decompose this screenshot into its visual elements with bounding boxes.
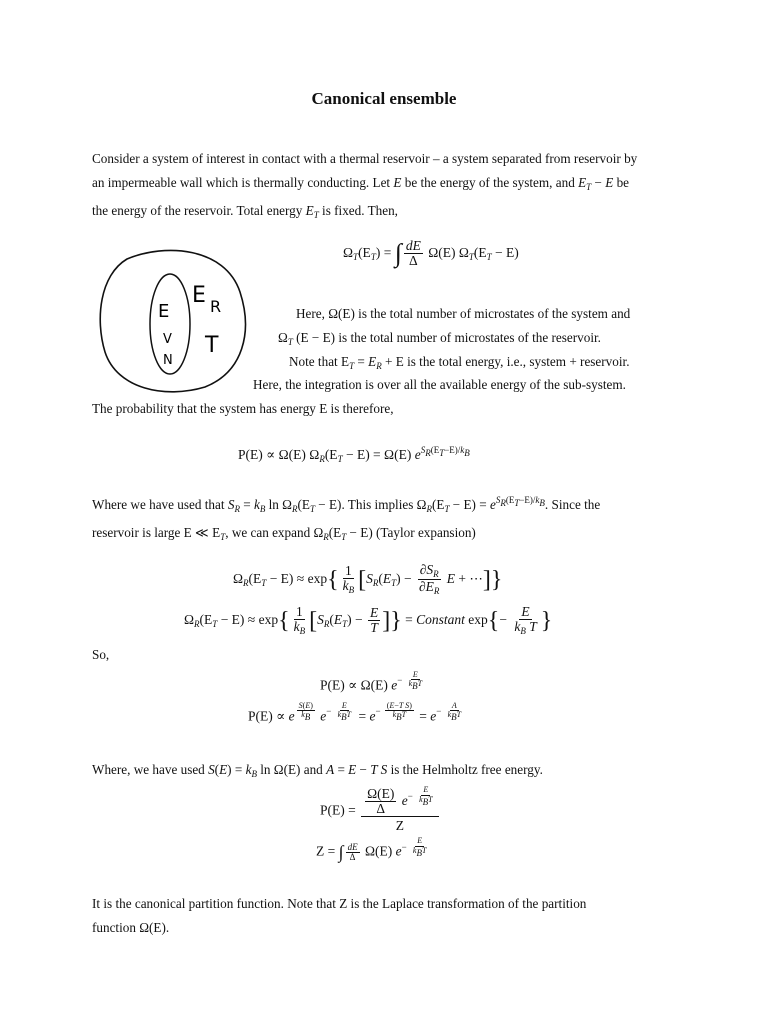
entropy-line-2: reservoir is large E ≪ $E_T$, we can expand $\Omega_R(E_T - E)$ (Taylor expansion) [92, 525, 476, 542]
sketch-label-e-inner: E [158, 301, 170, 322]
equation-omega-total: $\Omega_T(E_T)$ = ∫ $\frac{dE}{\Delta}$ Ω(E) $\Omega_T(E_T - E)$ [343, 238, 519, 269]
intro-line-1: Consider a system of interest in contact with a thermal reservoir – a system separated from reservoir by [92, 151, 638, 166]
probability-statement: The probability that the system has energy E is therefore, [92, 401, 394, 416]
note-total-energy: Note that $E_T = E_R + E$ is the total energy, i.e., system + reservoir. [289, 354, 630, 371]
equation-partition-function: Z = ∫ $\frac{dE}{\Delta}$ Ω(E) $e^{- \frac{E}{k_BT}}$ [316, 836, 427, 862]
closing-line-1: It is the canonical partition function. Note that Z is the Laplace transformation of the partition [92, 896, 587, 911]
closing-line-2: function Ω(E). [92, 920, 170, 935]
equation-helmholtz-form: P(E) ∝ e $^{\frac{S(E)}{k_B}}$ $e^{- \frac{E}{k_BT}}$ = $e^{- \frac{\text{(E−T S)}}{k_BT}}$ = $e^{- \frac{A}{k_BT}}$ [248, 701, 462, 724]
equation-boltzmann: P(E) ∝ Ω(E) $e^{- \frac{E}{k_BT}}$ [320, 670, 423, 693]
closing-paragraph [92, 892, 682, 940]
system-reservoir-sketch [95, 247, 255, 397]
entropy-paragraph [92, 493, 682, 549]
equation-taylor-expansion: $\Omega_R(E_T - E) \approx \exp${ $\frac{1}{k_B}$ [$S_R(E_T)$ − $\frac{\partial S_R}{\partial E_R}$ E + ⋯]} [233, 562, 503, 597]
intro-line-2: an impermeable wall which is thermally conducting. Let E be the energy of the system, and $E_T - E$ be [92, 175, 630, 192]
note-integration: Here, the integration is over all the available energy of the sub-system. [253, 377, 626, 392]
sketch-label-r: R [210, 297, 222, 316]
intro-paragraph [92, 147, 682, 227]
equation-constant-exp: $\Omega_R(E_T - E) \approx \exp${ $\frac{1}{k_B}$ [$S_R(E_T)$ − $\frac{E}{T}$ ]} = Constant exp{− $\frac{E}{k_B T}$ } [184, 604, 553, 637]
sketch-label-t: T [205, 333, 219, 358]
so-label: So, [92, 647, 110, 662]
note-system-microstates: Here, Ω(E) is the total number of microstates of the system and [296, 306, 631, 321]
sketch-label-n: N [163, 353, 173, 368]
sketch-label-e-outer: E [192, 283, 206, 308]
equation-normalized-probability: P(E) = $\frac{\Omega(E)}{\Delta}$ $e^{- \frac{E}{k_BT}}$ Z [320, 787, 441, 834]
page-title: Canonical ensemble [311, 89, 457, 108]
intro-line-3: the energy of the reservoir. Total energy $E_T$ is fixed. Then, [92, 203, 398, 220]
helmholtz-paragraph: Where, we have used $S(E) = k_B$ ln Ω(E) and A = E − T S is the Helmholtz free energy. [92, 762, 543, 779]
note-reservoir-microstates: $\Omega_T$ (E − E) is the total number of microstates of the reservoir. [278, 330, 601, 347]
equation-probability-proportional: P(E) ∝ Ω(E) $\Omega_R(E_T - E) = \Omega(E)$ $e^{S_R(E_T-E)/k_B}$ [238, 445, 470, 464]
sketch-label-v: V [163, 332, 172, 347]
entropy-line-1: Where we have used that $S_R = k_B$ $\ln \Omega_R(E_T - E)$. This implies $\Omega_R(E_T - E) = e^{S_R(E_T-E)/k_B}$. Since the [92, 495, 601, 514]
